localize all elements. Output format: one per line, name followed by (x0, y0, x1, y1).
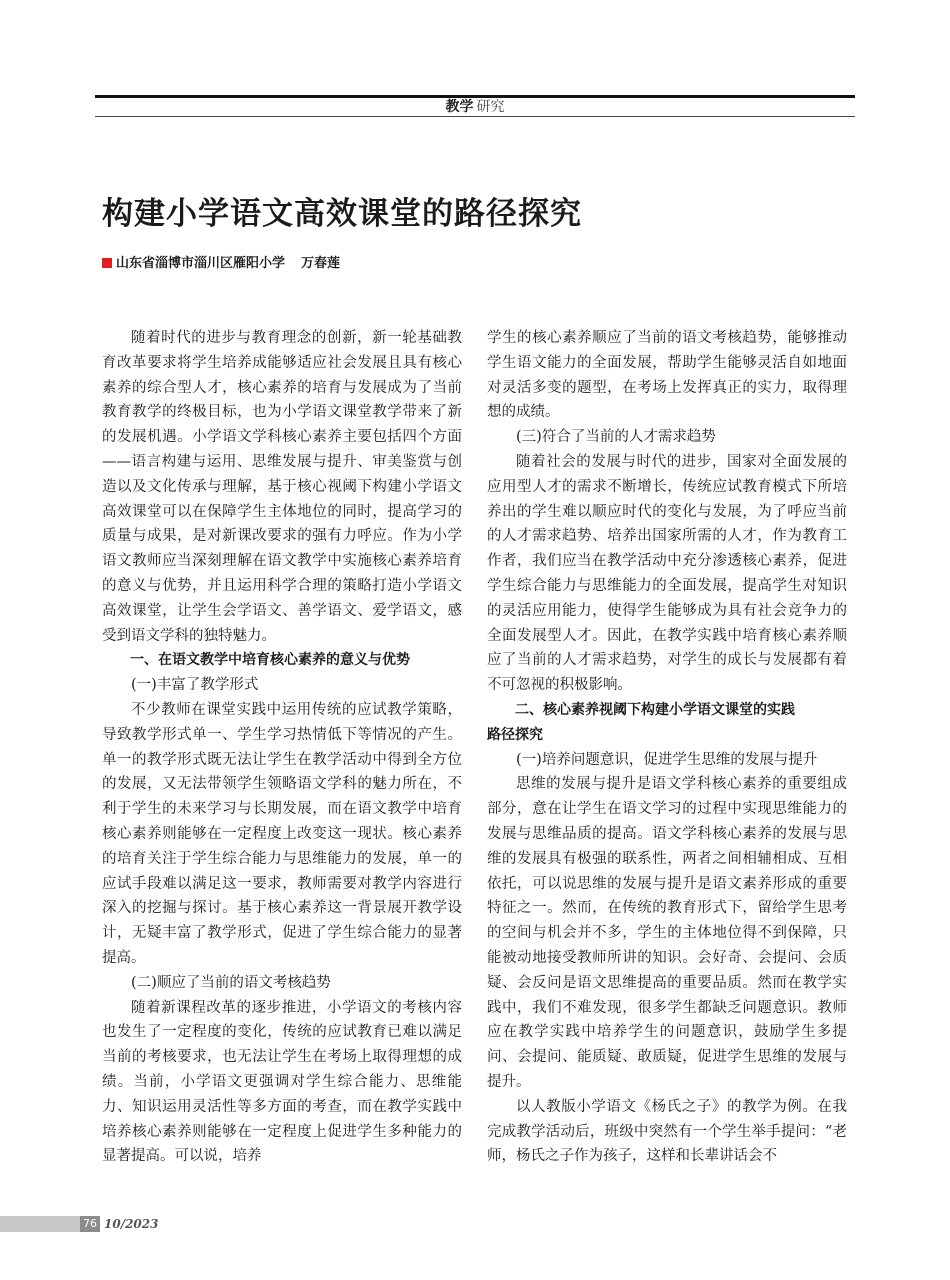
section-heading: 一、在语文教学中培育核心素养的意义与优势 (130, 652, 410, 669)
paragraph: 思维的发展与提升是语文学科核心素养的重要组成部分，意在让学生在语文学习的过程中实现思维能力的发展与思维品质的提高。语文学科核心素养的发展与思维的发展具有极强的联系性，两者之间相辅相成、互相依托，可以说思维的发展与提升是语文素养形成的重要特征之一。然而，在传统的教育形式下，留给学生思考的空间与机会并不多，学生的主体地位得不到保障，只能被动地接受教师所讲的知识。会好奇、会提问、会质疑、会反问是语文思维提高的重要品质。然而在教学实践中，我们不难发现，很多学生都缺乏问题意识。教师应在教学实践中培养学生的问题意识，鼓励学生多提问、会提问、能质疑、敢质疑，促进学生思维的发展与提升。 (487, 776, 847, 1090)
footer-bar (0, 1216, 88, 1232)
paragraph: 随着时代的进步与教育理念的创新，新一轮基础教育改革要求将学生培养成能够适应社会发展且具有核心素养的综合型人才，核心素养的培育与发展成为了当前教育教学的终极目标，也为小学语文课堂教学带来了新的发展机遇。小学语文学科核心素养主要包括四个方面——语言构建与运用、思维发展与提升、审美鉴赏与创造以及文化传承与理解，基于核心视阈下构建小学语文高效课堂可以在保障学生主体地位的同时，提高学习的质量与成果，是对新课改要求的强有力呼应。作为小学语文教师应当深刻理解在语文教学中实施核心素养培育的意义与优势，并且运用科学合理的策略打造小学语文高效课堂，让学生会学语文、善学语文、爱学语文，感受到语文学科的独特魅力。 (102, 330, 462, 644)
paragraph: (一)培养问题意识，促进学生思维的发展与提升 (516, 751, 818, 768)
paragraph: 学生的核心素养顺应了当前的语文考核趋势，能够推动学生语文能力的全面发展，帮助学生能够灵活自如地面对灵活多变的题型，在考场上发挥真正的实力，取得理想的成绩。 (487, 330, 847, 421)
paragraph: 不少教师在课堂实践中运用传统的应试教学策略，导致教学形式单一、学生学习热情低下等情况的产生。单一的教学形式既无法让学生在教学活动中得到全方位的发展，又无法带领学生领略语文学科的魅力所在，不利于学生的未来学习与长期发展，而在语文教学中培育核心素养则能够在一定程度上改变这一现状。核心素养的培育关注于学生综合能力与思维能力的发展，单一的应试手段难以满足这一要求，教师需要对教学内容进行深入的挖掘与探讨。基于核心素养这一背景展开教学设计，无疑丰富了教学形式，促进了学生综合能力的显著提高。 (102, 701, 462, 966)
affiliation: 山东省淄博市淄川区雁阳小学 (116, 256, 286, 271)
red-square-icon (102, 258, 112, 268)
section-heading: 二、核心素养视阈下构建小学语文课堂的实践 (515, 701, 795, 718)
paragraph: 随着新课程改革的逐步推进，小学语文的考核内容也发生了一定程度的变化，传统的应试教育已难以满足当前的考核要求，也无法让学生在考场上取得理想的成绩。当前，小学语文更强调对学生综合能力、思维能力、知识运用灵活性等多方面的考查，而在教学实践中培养核心素养则能够在一定程度上促进学生多种能力的显著提高。可以说，培养 (102, 999, 462, 1165)
left-column (102, 326, 462, 1169)
header-rule-bottom (95, 116, 855, 117)
section-label (95, 98, 855, 116)
footer (0, 1216, 950, 1232)
author: 万春莲 (301, 256, 341, 271)
article-title: 构建小学语文高效课堂的路径探究 (102, 196, 582, 232)
issue-number: 10/2023 (104, 1217, 159, 1231)
paragraph: 以人教版小学语文《杨氏之子》的教学为例。在我完成教学活动后，班级中突然有一个学生举手提问：“老师，杨氏之子作为孩子，这样和长辈讲话会不 (487, 1098, 847, 1165)
paragraph: (三)符合了当前的人才需求趋势 (516, 429, 716, 446)
right-column (487, 326, 847, 1169)
section-label-light: 研究 (476, 99, 505, 115)
byline (102, 252, 340, 271)
paragraph: (一)丰富了教学形式 (131, 677, 259, 694)
paragraph: (二)顺应了当前的语文考核趋势 (131, 974, 331, 991)
section-heading: 路径探究 (487, 726, 543, 743)
section-label-strong: 教学 (445, 99, 474, 115)
paragraph: 随着社会的发展与时代的进步，国家对全面发展的应用型人才的需求不断增长，传统应试教育模式下所培养出的学生难以顺应时代的变化与发展，为了呼应当前的人才需求趋势、培养出国家所需的人才，作为教育工作者，我们应当在教学活动中充分渗透核心素养，促进学生综合能力与思维能力的全面发展，提高学生对知识的灵活应用能力，使得学生能够成为具有社会竞争力的全面发展型人才。因此，在教学实践中培育核心素养顺应了当前的人才需求趋势，对学生的成长与发展都有着不可忽视的积极影响。 (487, 453, 847, 694)
page-number: 76 (80, 1216, 100, 1232)
